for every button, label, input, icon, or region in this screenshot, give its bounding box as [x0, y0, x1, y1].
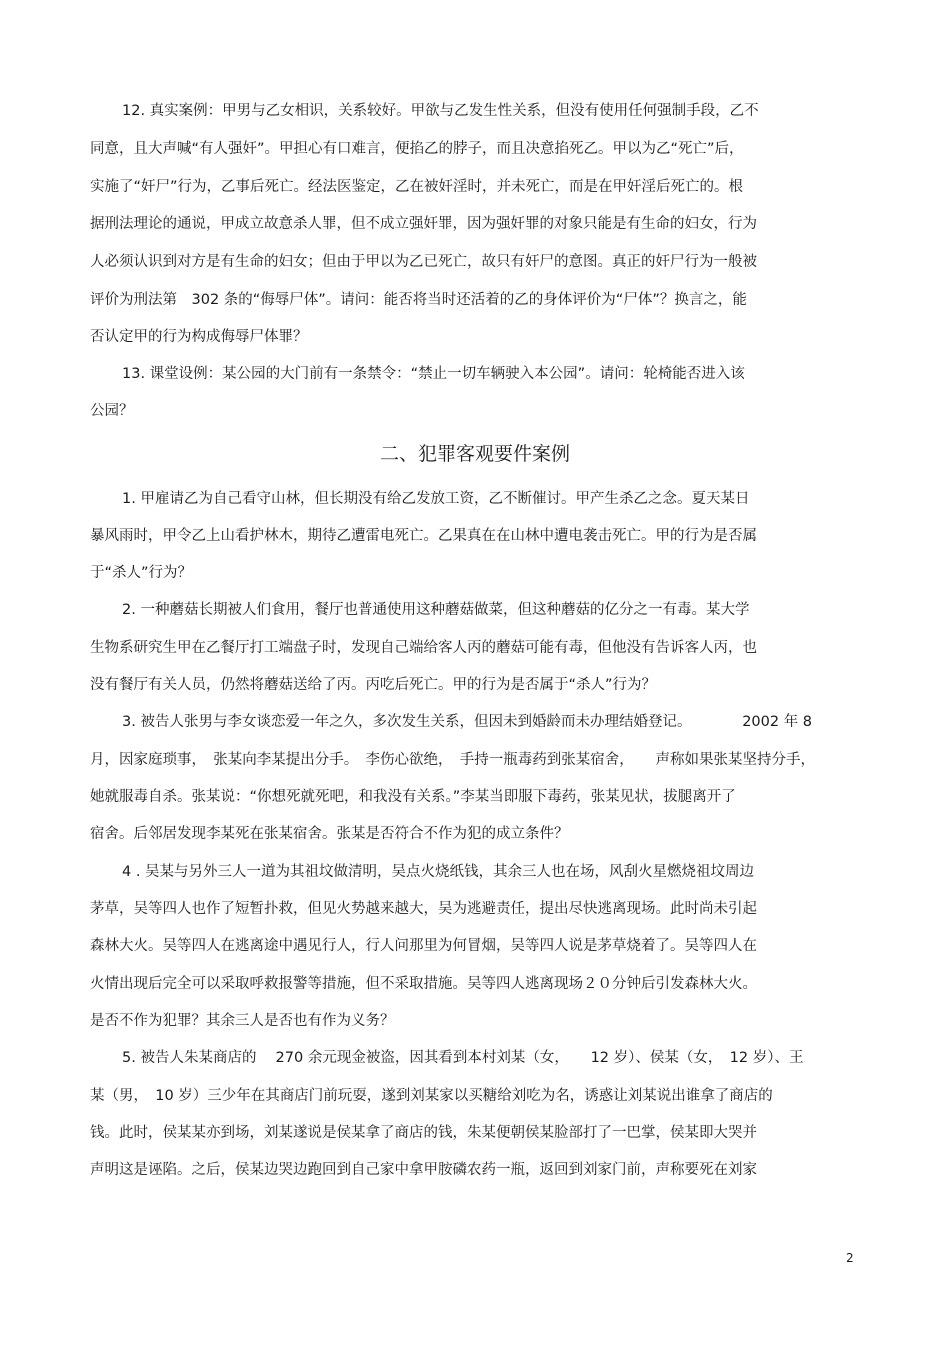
case-1-line-2: 暴风雨时，甲令乙上山看护林木，期待乙遭雷电死亡。乙果真在在山林中遭电袭击死亡。甲的行为是否属	[90, 528, 757, 544]
case-1-line-1: 1. 甲雇请乙为自己看守山林，但长期没有给乙发放工资，乙不断催讨。甲产生杀乙之念。夏天某日	[122, 491, 750, 507]
case-12-line-7: 否认定甲的行为构成侮辱尸体罪？	[90, 329, 308, 345]
case-4-line-4: 火情出现后完全可以采取呼救报警等措施，但不采取措施。吴等四人逃离现场２０分钟后引发森林大火。	[90, 976, 757, 992]
case-12-line-1: 12. 真实案例：甲男与乙女相识，关系较好。甲欲与乙发生性关系，但没有使用任何强制手段，乙不	[122, 103, 759, 119]
case-3-line-3: 她就服毒自杀。张某说：“你想死就死吧，和我没有关系。”李某当即服下毒药，张某见状，拔腿离开了	[90, 789, 736, 805]
case-4-line-3: 森林大火。吴等四人在逃离途中遇见行人，行人问那里为何冒烟，吴等四人说是茅草烧着了。吴等四人在	[90, 938, 757, 954]
case-1-line-3: 于“杀人”行为？	[90, 565, 193, 581]
case-2-line-3: 没有餐厅有关人员，仍然将蘑菇送给了丙。丙吃后死亡。甲的行为是否属于“杀人”行为？	[90, 677, 657, 693]
case-5-line-2: 某（男， 10 岁）三少年在其商店门前玩耍，遂到刘某家以买糖给刘吃为名，诱惑让刘某说出谁拿了商店的	[90, 1088, 773, 1104]
case-5-line-3: 钱。此时，侯某某亦到场，刘某遂说是侯某拿了商店的钱，朱某便朝侯某脸部打了一巴掌，侯某即大哭并	[90, 1125, 757, 1141]
case-3-line-4: 宿舍。后邻居发现李某死在张某宿舍。张某是否符合不作为犯的成立条件？	[90, 826, 569, 842]
case-2-line-1: 2. 一种蘑菇长期被人们食用，餐厅也普通使用这种蘑菇做菜，但这种蘑菇的亿分之一有毒。某大学	[122, 602, 750, 618]
page-number: 2	[846, 1251, 854, 1265]
case-2-line-2: 生物系研究生甲在乙餐厅打工端盘子时，发现自己端给客人丙的蘑菇可能有毒，但他没有告诉客人丙，也	[90, 640, 757, 656]
case-4-line-1: 4 . 吴某与另外三人一道为其祖坟做清明，吴点火烧纸钱，其余三人也在场，风刮火星燃烧祖坟周边	[122, 864, 755, 880]
case-13-line-2: 公园？	[90, 403, 134, 419]
case-13-line-1: 13. 课堂设例：某公园的大门前有一条禁令：“禁止一切车辆驶入本公园”。请问：轮椅能否进入该	[122, 366, 745, 382]
case-12-line-5: 人必须认识到对方是有生命的妇女；但由于甲以为乙已死亡，故只有奸尸的意图。真正的奸尸行为一般被	[90, 254, 757, 270]
section-heading: 二、犯罪客观要件案例	[379, 443, 570, 465]
case-4-line-2: 茅草，吴等四人也作了短暂扑救，但见火势越来越大，吴为逃避责任，提出尽快逃离现场。此时尚未引起	[90, 901, 757, 917]
case-12-line-4: 据刑法理论的通说，甲成立故意杀人罪，但不成立强奸罪，因为强奸罪的对象只能是有生命的妇女，行为	[90, 216, 757, 232]
case-5-line-1: 5. 被告人朱某商店的 270 余元现金被盗，因其看到本村刘某（女， 12 岁）、侯某（女， 12 岁）、王	[122, 1050, 804, 1066]
case-3-line-2: 月，因家庭琐事， 张某向李某提出分手。 李伤心欲绝， 手持一瓶毒药到张某宿舍， 声称如果张某坚持分手，	[90, 752, 815, 768]
case-12-line-2: 同意，且大声喊“有人强奸”。甲担心有口难言，便掐乙的脖子，而且决意掐死乙。甲以为乙“死亡”后，	[90, 141, 744, 157]
case-5-line-4: 声明这是诬陷。之后，侯某边哭边跑回到自己家中拿甲胺磷农药一瓶，返回到刘家门前，声称要死在刘家	[90, 1162, 757, 1178]
case-12-line-3: 实施了“奸尸”行为，乙事后死亡。经法医鉴定，乙在被奸淫时，并未死亡，而是在甲奸淫后死亡的。根	[90, 179, 744, 195]
case-12-line-6: 评价为刑法第 302 条的“侮辱尸体”。请问：能否将当时还活着的乙的身体评价为“尸体”？换言之，能	[90, 292, 747, 308]
case-4-line-5: 是否不作为犯罪？其余三人是否也有作为义务？	[90, 1013, 395, 1029]
case-3-line-1: 3. 被告人张男与李女谈恋爱一年之久，多次发生关系，但因未到婚龄而未办理结婚登记。 2002 年 8	[122, 714, 813, 730]
